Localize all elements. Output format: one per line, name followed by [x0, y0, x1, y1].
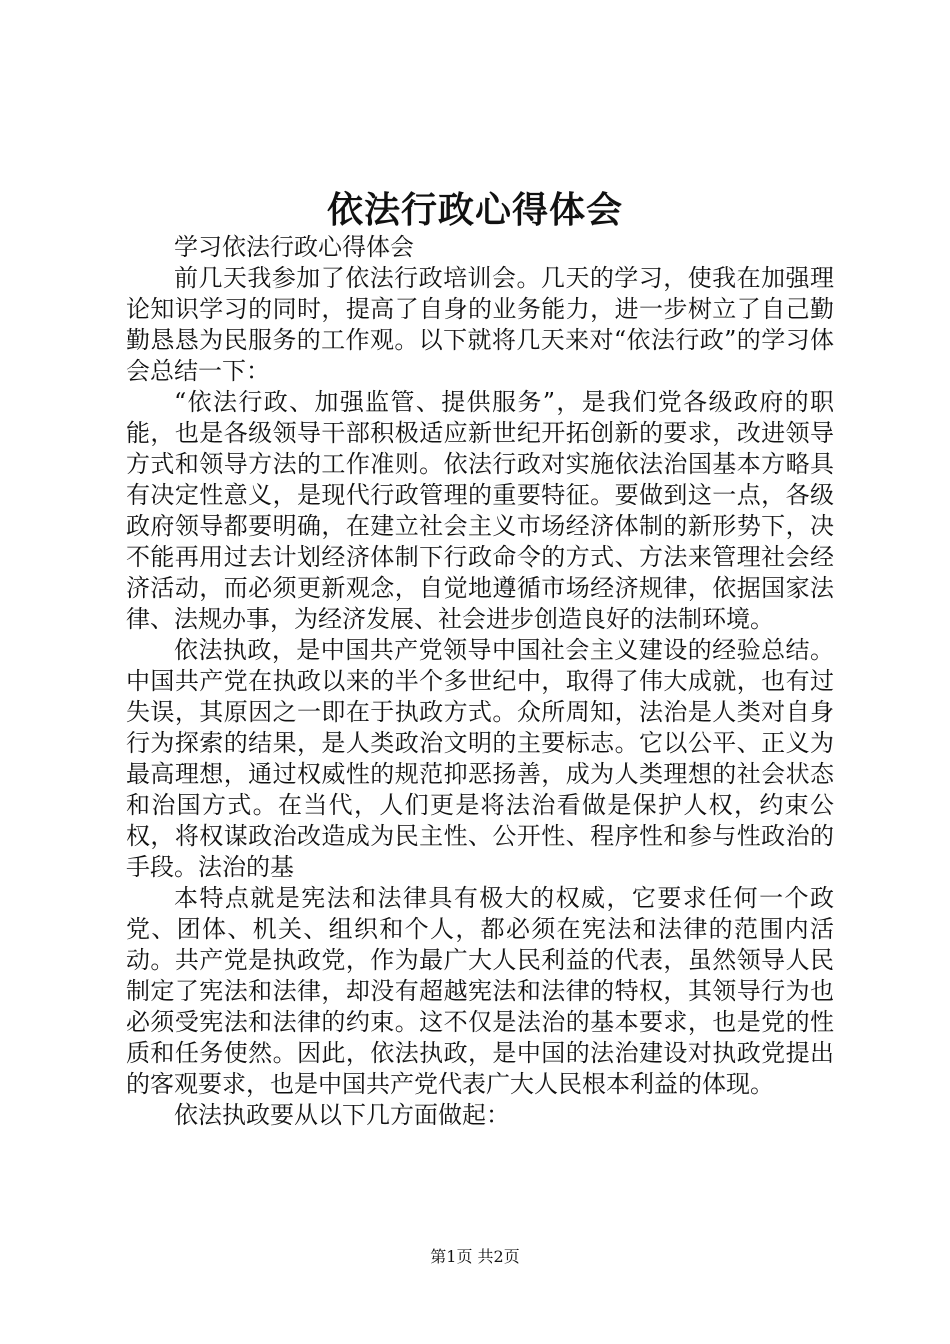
paragraph: 本特点就是宪法和法律具有极大的权威，它要求任何一个政党、团体、机关、组织和个人，都必须在宪法和法律的范围内活动。共产党是执政党，作为最广大人民利益的代表，虽然领导人民制定了宪法和法律，却没有超越宪法和法律的特权，其领导行为也必须受宪法和法律的约束。这不仅是法治的基本要求，也是党的性质和任务使然。因此，依法执政，是中国的法治建设对执政党提出的客观要求，也是中国共产党代表广大人民根本利益的体现。: [126, 884, 834, 1098]
paragraph-subtitle: 学习依法行政心得体会: [174, 233, 414, 261]
paragraph: 依法执政要从以下几方面做起：: [174, 1101, 510, 1129]
paragraph: 前几天我参加了依法行政培训会。几天的学习，使我在加强理论知识学习的同时，提高了自身的业务能力，进一步树立了自己勤勤恳恳为民服务的工作观。以下就将几天来对“依法行政”的学习体会总结一下：: [126, 264, 834, 385]
paragraph: 依法执政，是中国共产党领导中国社会主义建设的经验总结。中国共产党在执政以来的半个多世纪中，取得了伟大成就，也有过失误，其原因之一即在于执政方式。众所周知，法治是人类对自身行为探索的结果，是人类政治文明的主要标志。它以公平、正义为最高理想，通过权威性的规范抑恶扬善，成为人类理想的社会状态和治国方式。在当代，人们更是将法治看做是保护人权，约束公权，将权谋政治改造成为民主性、公开性、程序性和参与性政治的手段。法治的基: [126, 636, 834, 881]
paragraph: “依法行政、加强监管、提供服务”，是我们党各级政府的职能，也是各级领导干部积极适应新世纪开拓创新的要求，改进领导方式和领导方法的工作准则。依法行政对实施依法治国基本方略具有决定性意义，是现代行政管理的重要特征。要做到这一点，各级政府领导都要明确，在建立社会主义市场经济体制的新形势下，决不能再用过去计划经济体制下行政命令的方式、方法来管理社会经济活动，而必须更新观念，自觉地遵循市场经济规律，依据国家法律、法规办事，为经济发展、社会进步创造良好的法制环境。: [126, 388, 834, 633]
page-number-footer: 第1页 共2页: [430, 1247, 520, 1266]
document-body: [126, 232, 834, 1131]
document-title: 依法行政心得体会: [326, 189, 623, 231]
